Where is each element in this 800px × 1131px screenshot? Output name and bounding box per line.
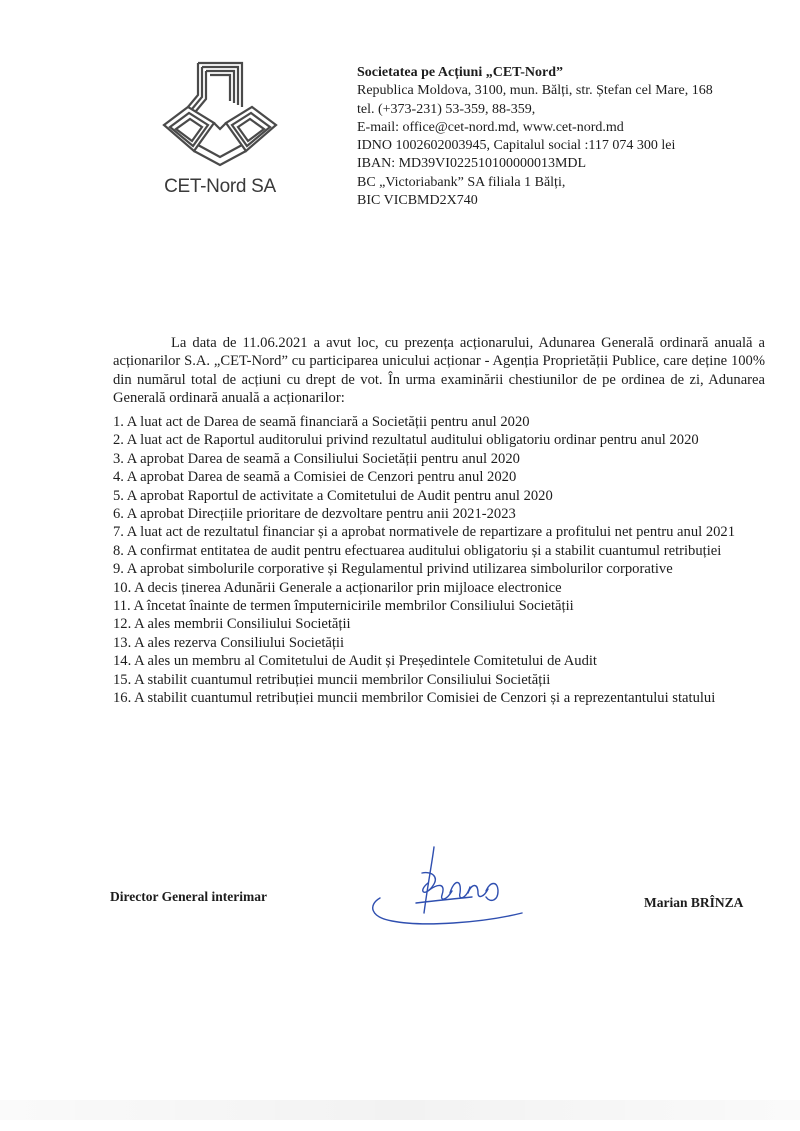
signatory-name: Marian BRÎNZA: [644, 895, 744, 910]
company-phone: tel. (+373-231) 53-359, 88-359,: [357, 101, 536, 117]
list-item: 15. A stabilit cuantumul retribuției muncii membrilor Consiliului Societății: [113, 671, 551, 688]
list-item: 13. A ales rezerva Consiliului Societății: [113, 634, 345, 651]
list-item: 7. A luat act de rezultatul financiar și a aprobat normativele de repartizare a profitului net pentru anul 2021: [113, 524, 736, 541]
company-iban: IBAN: MD39VI022510100000013MDL: [357, 156, 587, 172]
company-email: E-mail: office@cet-nord.md, www.cet-nord.md: [357, 119, 624, 135]
signatory-title: Director General interimar: [110, 889, 267, 904]
list-item: 3. A aprobat Darea de seamă a Consiliului Societății pentru anul 2020: [113, 450, 520, 467]
intro-text: La data de 11.06.2021 a avut loc, cu prezența acționarului, Adunarea Generală ordinară anuală a acționarilor S.A. „CET-Nord” cu participarea unicului acționar - Agenția Proprietății Publice, care deține 100% din numărul total de acțiuni cu drept de vot. În urma examinării chestiunilor de pe ordinea de zi, Adunarea Generală ordinară anuală a acționarilor:: [113, 335, 765, 407]
list-item: 2. A luat act de Raportul auditorului privind rezultatul auditului obligatoriu ordinar pentru anul 2020: [113, 432, 699, 449]
company-logo: [150, 55, 290, 205]
handwritten-signature-icon: [362, 843, 532, 928]
list-item: 11. A încetat înainte de termen împuternicirile membrilor Consiliului Societății: [113, 598, 574, 615]
company-idno: IDNO 1002602003945, Capitalul social :117 074 300 lei: [357, 138, 676, 154]
company-name: Societatea pe Acțiuni „CET-Nord”: [357, 65, 563, 80]
company-header: [357, 64, 777, 210]
list-item: 6. A aprobat Direcțiile prioritare de dezvoltare pentru anii 2021-2023: [113, 506, 516, 523]
list-item: 1. A luat act de Darea de seamă financiară a Societății pentru anul 2020: [113, 414, 530, 430]
list-item: 4. A aprobat Darea de seamă a Comisiei de Cenzori pentru anul 2020: [113, 469, 517, 486]
list-item: 10. A decis ținerea Adunării Generale a acționarilor prin mijloace electronice: [113, 579, 562, 596]
company-bank: BC „Victoriabank” SA filiala 1 Bălți,: [357, 174, 566, 190]
list-item: 9. A aprobat simbolurile corporative și Regulamentul privind utilizarea simbolurilor corporative: [113, 561, 673, 578]
company-address: Republica Moldova, 3100, mun. Bălți, str. Ștefan cel Mare, 168: [357, 83, 713, 99]
list-item: 14. A ales un membru al Comitetului de Audit și Președintele Comitetului de Audit: [113, 653, 597, 670]
company-bic: BIC VICBMD2X740: [357, 193, 478, 209]
list-item: 16. A stabilit cuantumul retribuției muncii membrilor Comisiei de Cenzori și a reprezentantului statului: [113, 690, 716, 707]
list-item: 5. A aprobat Raportul de activitate a Comitetului de Audit pentru anul 2020: [113, 487, 553, 504]
intro-paragraph: [113, 334, 765, 408]
decisions-list: [113, 413, 765, 708]
cet-nord-emblem-icon: [158, 55, 282, 173]
list-item: 12. A ales membrii Consiliului Societății: [113, 616, 351, 633]
scan-artifact: [0, 1100, 800, 1120]
logo-text: CET-Nord SA: [164, 176, 276, 197]
list-item: 8. A confirmat entitatea de audit pentru efectuarea auditului obligatoriu și a stabilit cuantumul retribuției: [113, 542, 722, 559]
